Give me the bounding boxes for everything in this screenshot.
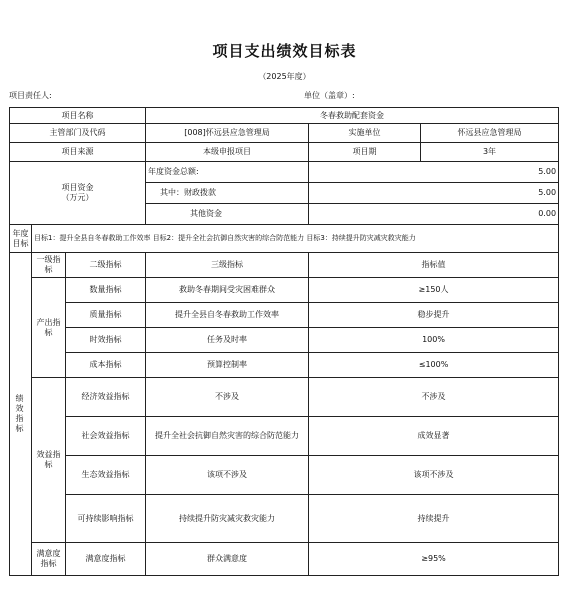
row-annual-goal [10,225,559,253]
row-department [10,124,559,143]
indicator-l3: 提升全社会抗御自然灾害的综合防范能力 [146,417,309,456]
funds-fiscal-label: 其中：财政拨款 [146,183,309,204]
funds-fiscal-value: 5.00 [309,183,559,204]
table-row [10,353,559,378]
indicator-l2: 数量指标 [66,278,146,303]
indicator-l3: 救助冬春期间受灾困难群众 [146,278,309,303]
header-level3: 三级指标 [146,253,309,278]
table-row [10,417,559,456]
funds-label: 项目资金 （万元） [10,162,146,225]
year-label: （2025年度） [258,72,311,81]
table-row [10,543,559,576]
dept-label: 主管部门及代码 [10,124,146,143]
indicator-l3: 提升全县自冬春救助工作效率 [146,303,309,328]
table-row [10,456,559,495]
indicator-value: ≥95% [309,543,559,576]
row-source [10,143,559,162]
project-name-label: 项目名称 [10,108,146,124]
indicator-l3: 该项不涉及 [146,456,309,495]
table-row [10,278,559,303]
indicator-l2: 质量指标 [66,303,146,328]
output-indicator-label: 产出指标 [32,278,66,378]
indicator-l2: 社会效益指标 [66,417,146,456]
table-row [10,328,559,353]
indicator-value: 成效显著 [309,417,559,456]
annual-goal-label: 年度目标 [10,225,32,253]
row-project-name [10,108,559,124]
funds-other-value: 0.00 [309,204,559,225]
table-row [10,378,559,417]
satisfaction-indicator-label: 满意度指标 [32,543,66,576]
page-title: 项目支出绩效目标表 [212,42,357,60]
benefit-indicator-label: 效益指标 [32,378,66,543]
header-level2: 二级指标 [66,253,146,278]
performance-indicator-label: 绩效指标 [10,253,32,576]
indicator-l3: 群众满意度 [146,543,309,576]
indicator-l2: 时效指标 [66,328,146,353]
indicator-l3: 不涉及 [146,378,309,417]
indicator-value: 持续提升 [309,495,559,543]
funds-total-value: 5.00 [309,162,559,183]
funds-other-label: 其他资金 [146,204,309,225]
indicator-l2: 可持续影响指标 [66,495,146,543]
performance-target-table [9,107,559,576]
project-name-value: 冬春救助配套资金 [146,108,559,124]
indicator-l3: 任务及时率 [146,328,309,353]
indicator-value: 100% [309,328,559,353]
indicator-header-row [10,253,559,278]
indicator-value: 稳步提升 [309,303,559,328]
indicator-value: ≤100% [309,353,559,378]
indicator-l3: 预算控制率 [146,353,309,378]
annual-goal-value: 目标1：提升全县自冬春救助工作效率 目标2：提升全社会抗御自然灾害的综合防范能力 目标3：持续提升防灾减灾救灾能力 [32,225,559,253]
header-value: 指标值 [309,253,559,278]
indicator-value: 不涉及 [309,378,559,417]
header-level1: 一级指标 [32,253,66,278]
unit-stamp-label: 单位（盖章）: [304,91,355,100]
indicator-l2: 经济效益指标 [66,378,146,417]
indicator-l3: 持续提升防灾减灾救灾能力 [146,495,309,543]
dept-value: [008]怀远县应急管理局 [146,124,309,143]
source-label: 项目来源 [10,143,146,162]
table-row [10,495,559,543]
funds-total-label: 年度资金总额: [146,162,309,183]
row-funds-total [10,162,559,183]
table-row [10,303,559,328]
indicator-l2: 满意度指标 [66,543,146,576]
indicator-l2: 生态效益指标 [66,456,146,495]
source-value: 本级申报项目 [146,143,309,162]
impl-value: 怀远县应急管理局 [421,124,559,143]
period-label: 项目期 [309,143,421,162]
period-value: 3年 [421,143,559,162]
indicator-value: ≥150人 [309,278,559,303]
responsible-label: 项目责任人: [9,91,52,100]
indicator-value: 该项不涉及 [309,456,559,495]
indicator-l2: 成本指标 [66,353,146,378]
impl-label: 实施单位 [309,124,421,143]
